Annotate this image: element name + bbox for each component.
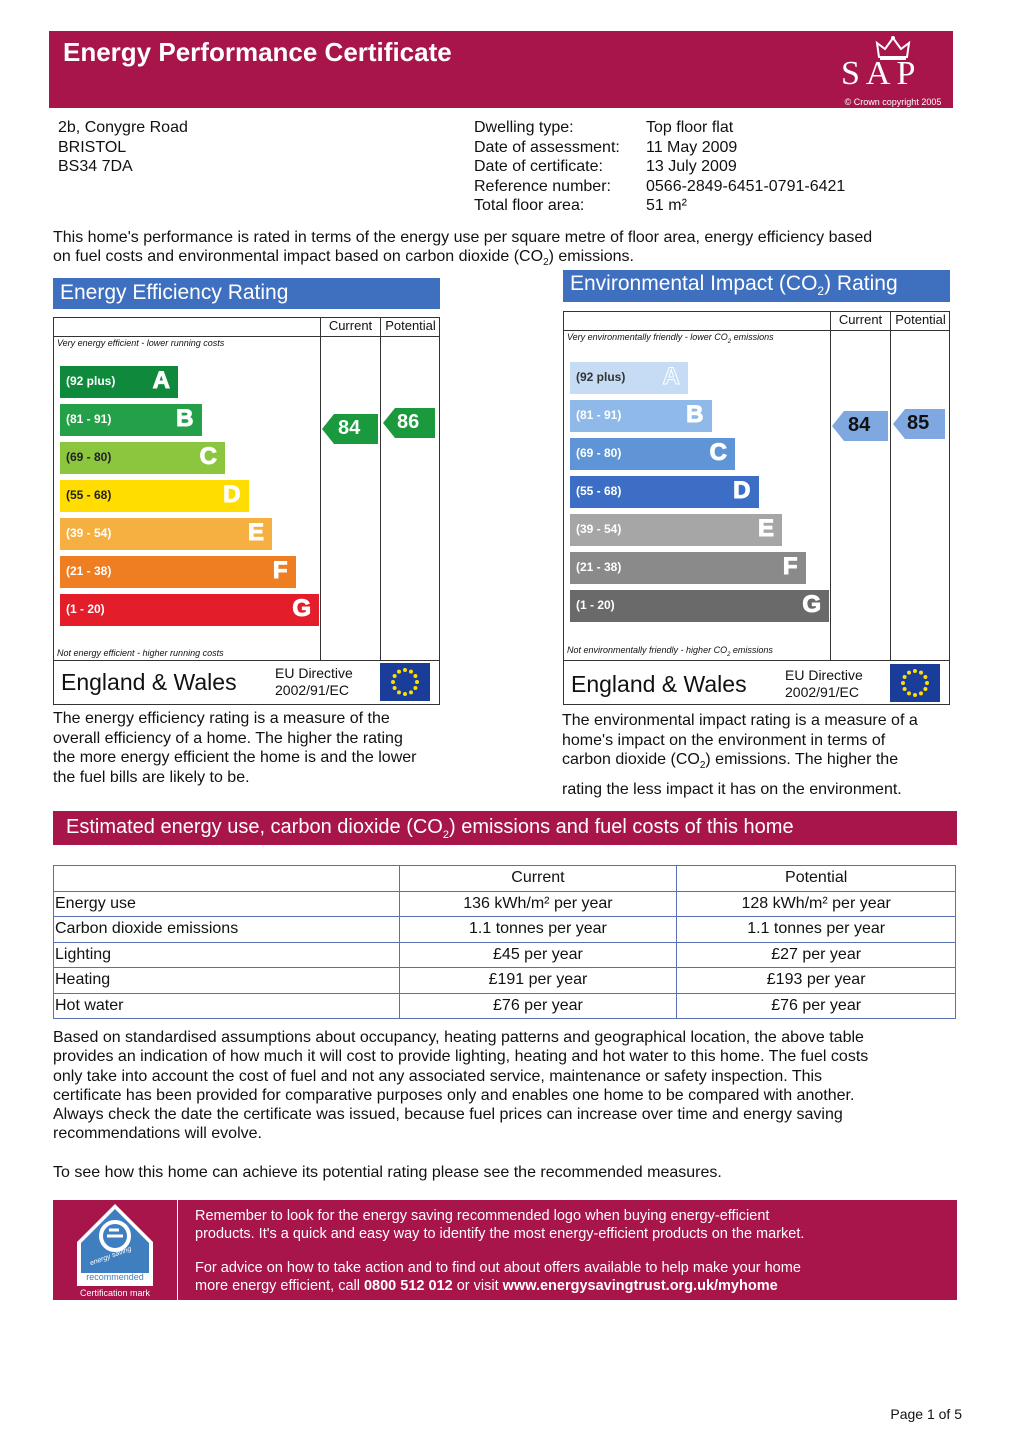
table-row	[54, 891, 956, 917]
costs-notes	[53, 1028, 953, 1182]
env-bottom-note-subscript: 2	[727, 651, 731, 658]
notes-line-6: recommendations will evolve.	[53, 1125, 262, 1143]
costs-table	[53, 865, 956, 1019]
rating-band-g	[570, 590, 829, 622]
env-potential-value: 85	[907, 412, 930, 434]
reference-value: 0566-2849-6451-0791-6421	[646, 177, 846, 195]
footer-advice-text	[195, 1207, 935, 1295]
rating-band-e	[570, 514, 782, 546]
env-top-note-text: Very environmentally friendly - lower CO	[567, 332, 728, 342]
env-footer-divider	[564, 660, 949, 661]
band-range: (1 - 20)	[576, 598, 615, 612]
property-address	[58, 118, 188, 177]
table-row	[54, 917, 956, 943]
energy-top-note: Very energy efficient - lower running costs	[57, 338, 225, 348]
energy-saving-logo	[53, 1200, 178, 1300]
eu-flag-icon	[890, 664, 940, 702]
env-description-subscript: 2	[699, 760, 706, 772]
table-row	[54, 968, 956, 994]
logo-recommended-text: recommended	[86, 1272, 144, 1282]
intro-line-2-end: ) emissions.	[548, 248, 634, 265]
intro-line-2-text: on fuel costs and environmental impact based on carbon dioxide (CO	[53, 248, 544, 265]
notes-line-3: only take into account the cost of fuel and not any associated service, maintenance or safety inspection. This	[53, 1067, 823, 1085]
cell-current: £45 per year	[399, 942, 677, 968]
footer-line-4-mid: or visit	[452, 1278, 503, 1294]
env-rating-heading	[563, 270, 950, 302]
eu-stars-icon	[890, 664, 940, 702]
energy-potential-column	[380, 318, 440, 660]
row-label-lighting: Lighting	[54, 942, 400, 968]
rating-band-a	[570, 362, 688, 394]
see-measures-text: To see how this home can achieve its potential rating please see the recommended measures.	[53, 1163, 722, 1181]
band-letter: D	[733, 477, 751, 504]
env-directive-line-2: 2002/91/EC	[785, 684, 859, 700]
env-bottom-note-text: Not environmentally friendly - higher CO	[567, 645, 728, 655]
env-description-line-3-text: carbon dioxide (CO	[562, 751, 700, 768]
row-label-energy-use: Energy use	[54, 891, 400, 917]
costs-heading-text: Estimated energy use, carbon dioxide (CO	[66, 816, 443, 838]
costs-header-blank	[54, 866, 400, 892]
energy-potential-value: 86	[397, 411, 420, 433]
env-rating-chart	[563, 311, 950, 705]
cell-current: £76 per year	[399, 993, 677, 1019]
costs-heading	[53, 811, 957, 845]
band-letter: C	[199, 443, 217, 470]
costs-heading-end: ) emissions and fuel costs of this home	[448, 816, 794, 838]
rating-band-d	[570, 476, 759, 508]
costs-header-potential: Potential	[677, 866, 956, 892]
env-heading-text: Environmental Impact (CO	[570, 272, 818, 295]
energy-current-header: Current	[328, 318, 373, 333]
band-range: (69 - 80)	[576, 446, 622, 460]
address-line-1: 2b, Conygre Road	[58, 119, 188, 136]
intro-line-1: This home's performance is rated in terms of the energy use per square metre of floor area, energy efficiency based	[53, 229, 873, 246]
band-letter: A	[152, 367, 170, 394]
details-values	[646, 118, 845, 216]
energy-current-column	[320, 318, 380, 660]
certificate-date-label: Date of certificate:	[474, 158, 603, 175]
band-letter: C	[709, 439, 727, 466]
rating-band-a	[60, 366, 178, 398]
band-letter: G	[802, 591, 821, 618]
crown-copyright: © Crown copyright 2005	[837, 97, 949, 107]
cell-current: £191 per year	[399, 968, 677, 994]
logo-cert-text: Certification mark	[79, 1288, 151, 1298]
page-number: Page 1 of 5	[890, 1406, 962, 1422]
energy-description-line-2: overall efficiency of a home. The higher the rating	[53, 729, 403, 747]
env-top-note	[567, 332, 774, 345]
energy-rating-heading: Energy Efficiency Rating	[53, 278, 440, 309]
energy-directive-line-1: EU Directive	[275, 665, 353, 681]
energy-description-line-3: the more energy efficient the home is and the lower	[53, 749, 417, 766]
env-directive-line-1: EU Directive	[785, 667, 863, 683]
footer-line-2: products. It's a quick and easy way to identify the most energy-efficient products on the market.	[195, 1226, 805, 1242]
rating-band-c	[570, 438, 735, 470]
rating-band-g	[60, 594, 319, 626]
band-range: (81 - 91)	[576, 408, 622, 422]
band-range: (39 - 54)	[576, 522, 622, 536]
env-description	[562, 711, 962, 799]
band-letter: G	[292, 595, 311, 622]
table-row	[54, 993, 956, 1019]
logo-arc-text: energy saving	[89, 1245, 133, 1268]
floor-area-value: 51 m²	[646, 197, 687, 214]
address-postcode: BS34 7DA	[58, 158, 133, 175]
footer-line-4-text: more energy efficient, call	[195, 1278, 364, 1294]
energy-saving-footer	[53, 1200, 957, 1300]
footer-line-3: For advice on how to take action and to find out about offers available to help make your home	[195, 1260, 801, 1276]
band-range: (92 plus)	[66, 374, 116, 388]
energy-rating-chart	[53, 317, 440, 705]
cell-potential: £27 per year	[677, 942, 956, 968]
row-label-co2: Carbon dioxide emissions	[54, 917, 400, 943]
floor-area-label: Total floor area:	[474, 197, 585, 214]
env-potential-header: Potential	[895, 312, 946, 327]
env-current-value: 84	[848, 414, 871, 436]
row-label-hot-water: Hot water	[54, 993, 400, 1019]
notes-line-4: certificate has been provided for comparative purposes only and enables one home to be compared with another.	[53, 1086, 855, 1104]
band-letter: F	[782, 553, 798, 580]
sap-logo	[837, 31, 949, 108]
reference-label: Reference number:	[474, 177, 611, 195]
band-range: (55 - 68)	[576, 484, 622, 498]
cell-potential: £76 per year	[677, 993, 956, 1019]
address-line-2: BRISTOL	[58, 138, 127, 156]
band-range: (69 - 80)	[66, 450, 112, 464]
energy-description	[53, 709, 453, 787]
cell-potential: 1.1 tonnes per year	[677, 917, 956, 943]
cell-potential: £193 per year	[677, 968, 956, 994]
env-bottom-note	[567, 645, 773, 658]
row-label-heating: Heating	[54, 968, 400, 994]
env-description-line-2: home's impact on the environment in terms of	[562, 731, 886, 749]
band-range: (39 - 54)	[66, 526, 112, 540]
band-letter: F	[272, 557, 288, 584]
assessment-date-value: 11 May 2009	[646, 138, 738, 156]
rating-band-f	[60, 556, 296, 588]
env-directive	[785, 667, 863, 701]
energy-potential-header: Potential	[385, 318, 436, 333]
intro-text	[53, 228, 953, 272]
env-potential-column	[890, 312, 950, 660]
eu-stars-icon	[380, 663, 430, 701]
env-top-note-end: emissions	[731, 332, 774, 342]
advice-phone-number: 0800 512 012	[363, 1278, 453, 1294]
rating-band-f	[570, 552, 806, 584]
assessment-date-label: Date of assessment:	[474, 138, 620, 156]
band-letter: E	[247, 519, 264, 546]
table-row	[54, 942, 956, 968]
env-description-line-1: The environmental impact rating is a measure of a	[562, 712, 918, 729]
energy-bottom-note: Not energy efficient - higher running costs	[57, 648, 224, 658]
eu-flag-icon	[380, 663, 430, 701]
env-heading-end: ) Rating	[824, 272, 898, 295]
details-labels	[474, 118, 620, 216]
costs-header-row	[54, 866, 956, 892]
band-letter: B	[686, 401, 704, 428]
dwelling-type-label: Dwelling type:	[474, 119, 574, 136]
env-description-line-4: rating the less impact it has on the environment.	[562, 780, 902, 798]
energy-description-line-4: the fuel bills are likely to be.	[53, 768, 250, 786]
rating-band-d	[60, 480, 249, 512]
band-range: (1 - 20)	[66, 602, 105, 616]
cell-potential: 128 kWh/m² per year	[677, 891, 956, 917]
band-range: (55 - 68)	[66, 488, 112, 502]
page-title: Energy Performance Certificate	[63, 37, 452, 67]
rating-band-c	[60, 442, 225, 474]
band-letter: D	[223, 481, 241, 508]
env-bottom-note-end: emissions	[730, 645, 773, 655]
band-letter: A	[662, 363, 680, 390]
energy-current-value: 84	[338, 417, 361, 439]
energy-region: England & Wales	[61, 669, 237, 695]
advice-website-link[interactable]: www.energysavingtrust.org.uk/myhome	[502, 1278, 778, 1294]
rating-band-e	[60, 518, 272, 550]
energy-directive	[275, 665, 353, 699]
rating-band-b	[570, 400, 712, 432]
env-region: England & Wales	[571, 671, 747, 697]
band-range: (81 - 91)	[66, 412, 112, 426]
sap-letters: SAP	[841, 55, 922, 92]
rating-band-b	[60, 404, 202, 436]
costs-heading-subscript: 2	[442, 829, 449, 841]
env-description-line-3	[562, 750, 962, 776]
intro-line-2	[53, 247, 953, 272]
footer-line-1: Remember to look for the energy saving recommended logo when buying energy-efficient	[195, 1208, 770, 1224]
certificate-date-value: 13 July 2009	[646, 158, 737, 175]
band-letter: B	[176, 405, 194, 432]
energy-directive-line-2: 2002/91/EC	[275, 682, 349, 698]
cell-current: 136 kWh/m² per year	[399, 891, 677, 917]
band-range: (21 - 38)	[576, 560, 622, 574]
energy-footer-divider	[54, 660, 439, 661]
band-range: (21 - 38)	[66, 564, 112, 578]
band-letter: E	[757, 515, 774, 542]
energy-description-line-1: The energy efficiency rating is a measure of the	[53, 710, 390, 727]
cell-current: 1.1 tonnes per year	[399, 917, 677, 943]
co2-subscript: 2	[543, 257, 549, 269]
footer-line-4	[195, 1277, 935, 1295]
notes-line-1: Based on standardised assumptions about occupancy, heating patterns and geographical location, the above table	[53, 1029, 864, 1046]
env-current-column	[830, 312, 890, 660]
env-current-header: Current	[838, 312, 883, 327]
notes-line-5: Always check the date the certificate was issued, because fuel prices can increase over time and energy saving	[53, 1106, 843, 1124]
env-heading-subscript: 2	[817, 284, 825, 299]
costs-header-current: Current	[399, 866, 677, 892]
certificate-header	[49, 31, 953, 108]
dwelling-type-value: Top floor flat	[646, 119, 734, 136]
band-range: (92 plus)	[576, 370, 626, 384]
env-top-note-subscript: 2	[727, 338, 732, 345]
notes-line-2: provides an indication of how much it will cost to provide lighting, heating and hot water to this home. The fuel costs	[53, 1048, 869, 1066]
env-description-line-3-end: ) emissions. The higher the	[705, 751, 899, 768]
